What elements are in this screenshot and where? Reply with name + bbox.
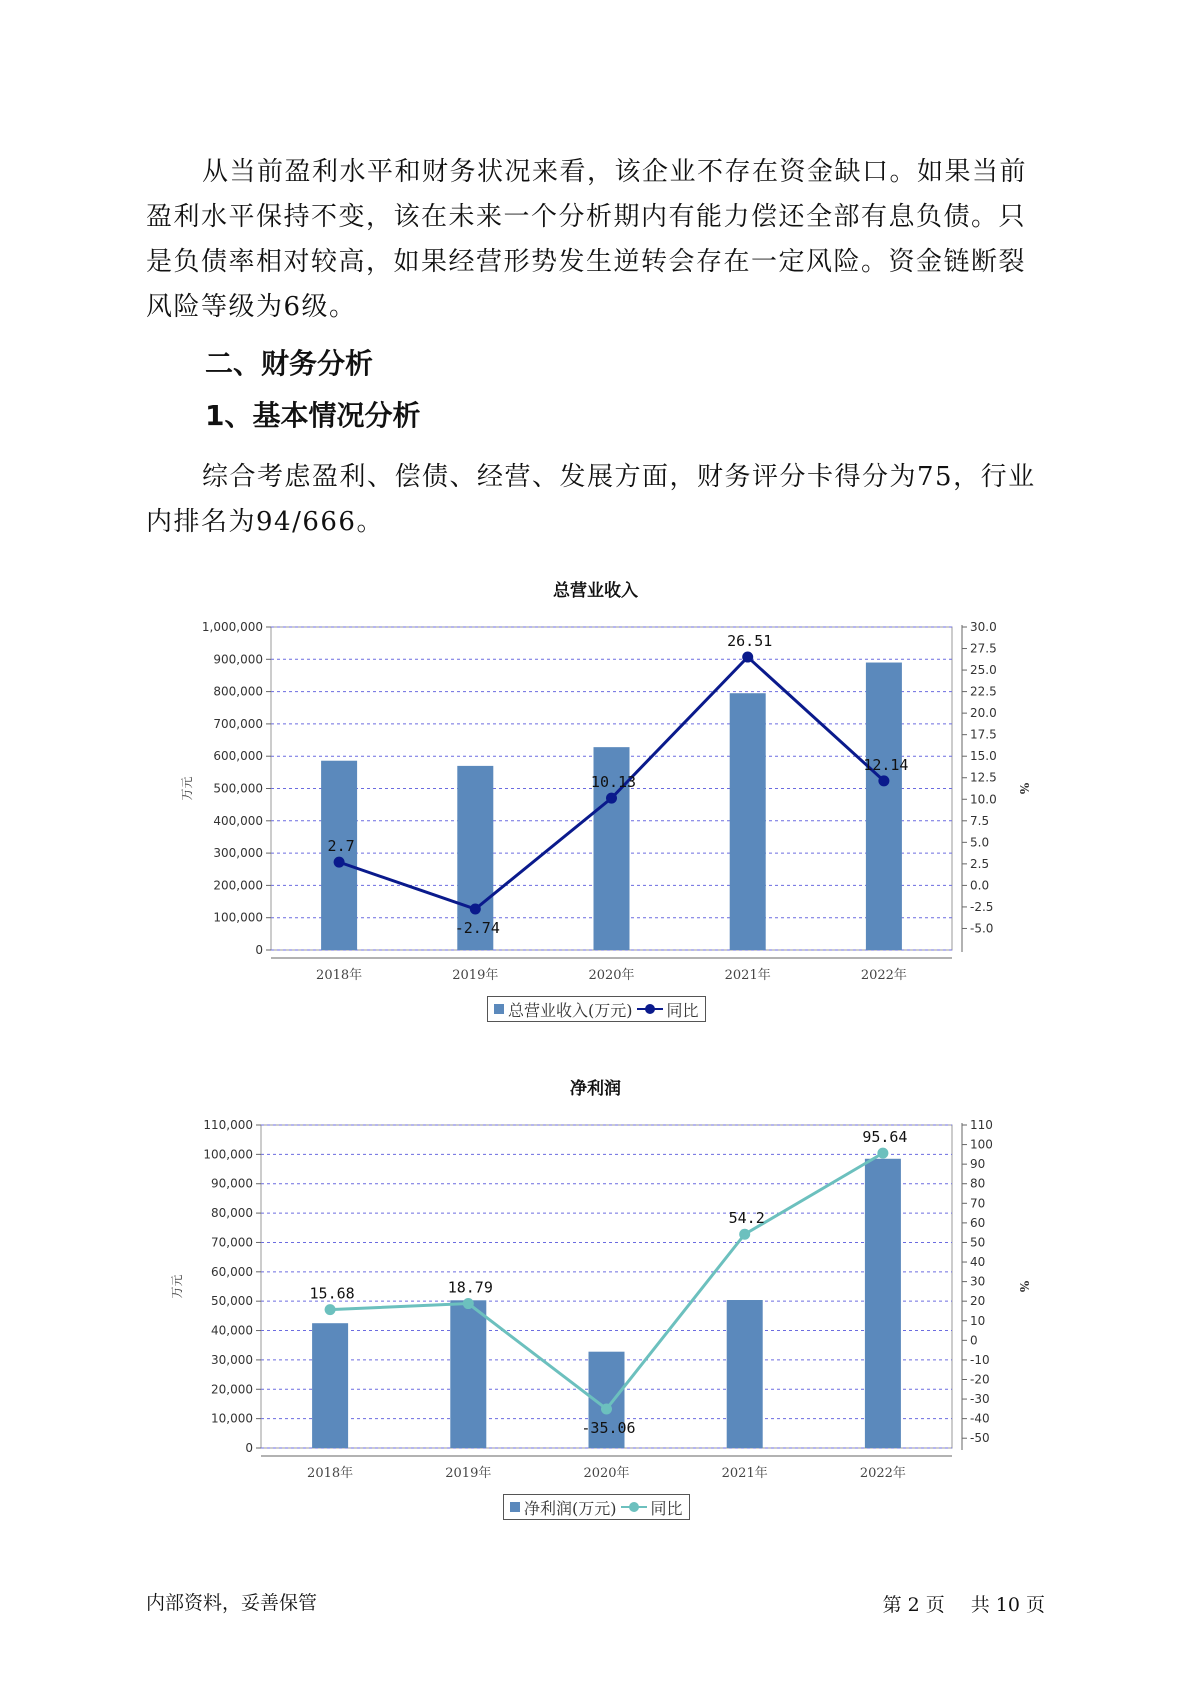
yoy-point: [742, 652, 753, 663]
y2-tick-label: 100: [970, 1137, 993, 1152]
legend-label-line: 同比: [650, 1498, 683, 1518]
data-label: 26.51: [727, 632, 773, 651]
bar-legend-swatch: [510, 1502, 520, 1512]
bar: [730, 693, 766, 950]
section-heading: 二、财务分析: [205, 347, 374, 380]
x-tick-label: 2022年: [860, 968, 907, 983]
paragraph-score: 综合考虑盈利、偿债、经营、发展方面，财务评分卡得分为75，行业内排名为94/666。: [146, 462, 1036, 537]
y2-tick-label: -30: [970, 1392, 990, 1407]
y2-tick-label: 25.0: [970, 663, 997, 678]
chart-legend: [487, 996, 706, 1022]
y-tick-label: 0: [245, 1441, 253, 1455]
y2-tick-label: 12.5: [970, 770, 997, 785]
y2-tick-label: -2.5: [970, 899, 994, 914]
y2-tick-label: 80: [970, 1176, 986, 1191]
total-unit: 页: [1025, 1594, 1045, 1616]
y2-tick-label: 50: [970, 1235, 986, 1250]
x-tick-label: 2020年: [583, 1466, 630, 1481]
bar: [312, 1323, 348, 1448]
y2-tick-label: 2.5: [970, 856, 990, 871]
yoy-point: [878, 775, 889, 786]
data-label: -35.06: [581, 1418, 636, 1437]
legend-label-bars: 净利润(万元): [524, 1498, 617, 1518]
yoy-point: [739, 1229, 750, 1240]
y2-tick-label: 30: [970, 1274, 986, 1289]
data-label: 10.13: [590, 773, 637, 792]
chart-title: 总营业收入: [553, 581, 638, 601]
yoy-point: [877, 1148, 888, 1159]
yoy-point: [325, 1304, 336, 1315]
y2-tick-label: 0: [970, 1333, 978, 1348]
y2-tick-label: -50: [970, 1431, 990, 1446]
y2-tick-label: 20: [970, 1294, 986, 1309]
y-tick-label: 80,000: [211, 1206, 253, 1221]
x-tick-label: 2020年: [588, 968, 635, 983]
y2-tick-label: 7.5: [970, 813, 990, 828]
yoy-point: [606, 793, 617, 804]
y-tick-label: 300,000: [213, 846, 263, 861]
y2-tick-label: 0.0: [970, 878, 990, 893]
data-label: -2.74: [454, 919, 500, 938]
y-tick-label: 400,000: [213, 813, 263, 828]
total-prefix: 共: [970, 1594, 990, 1616]
y-tick-label: 700,000: [213, 716, 263, 731]
net-profit-chart: [0, 1068, 1191, 1528]
line-legend-swatch: [621, 1501, 647, 1513]
legend-label-bars: 总营业收入(万元): [508, 1000, 633, 1020]
data-label: 54.2: [728, 1209, 765, 1228]
x-tick-label: 2018年: [316, 968, 363, 983]
x-tick-label: 2021年: [721, 1466, 768, 1481]
y2-tick-label: -5.0: [970, 921, 994, 936]
y-tick-label: 40,000: [211, 1323, 253, 1338]
y2-tick-label: 20.0: [970, 706, 997, 721]
y2-axis-label: %: [1017, 782, 1031, 795]
y-tick-label: 50,000: [211, 1294, 253, 1309]
y-tick-label: 0: [255, 943, 263, 957]
page-unit: 页: [925, 1594, 945, 1616]
y-tick-label: 1,000,000: [201, 620, 263, 634]
data-label: 95.64: [862, 1128, 908, 1147]
data-label: 2.7: [327, 837, 355, 856]
y-tick-label: 60,000: [211, 1264, 253, 1279]
yoy-point: [463, 1298, 474, 1309]
y-tick-label: 100,000: [213, 910, 263, 925]
data-label: 15.68: [309, 1284, 355, 1303]
page-prefix: 第: [882, 1594, 902, 1616]
y-tick-label: 500,000: [213, 781, 263, 796]
net-profit-chart-svg: [0, 1068, 1191, 1528]
yoy-point: [601, 1403, 612, 1414]
y2-axis-label: %: [1017, 1280, 1031, 1293]
yoy-point: [470, 904, 481, 915]
y-tick-label: 600,000: [213, 749, 263, 764]
revenue-chart: [0, 570, 1191, 1030]
y-tick-label: 70,000: [211, 1235, 253, 1250]
line-legend-swatch: [637, 1003, 663, 1015]
y-tick-label: 900,000: [213, 652, 263, 667]
data-label: 18.79: [447, 1278, 493, 1297]
x-tick-label: 2022年: [859, 1466, 906, 1481]
y2-tick-label: 27.5: [970, 641, 997, 656]
subsection-heading: 1、基本情况分析: [205, 399, 421, 432]
y-tick-label: 10,000: [211, 1411, 253, 1426]
y-tick-label: 100,000: [203, 1147, 253, 1162]
y2-tick-label: -10: [970, 1352, 990, 1367]
y2-tick-label: -20: [970, 1372, 990, 1387]
y-tick-label: 90,000: [211, 1176, 253, 1191]
y-tick-label: 30,000: [211, 1352, 253, 1367]
y-axis-label: 万元: [170, 1274, 184, 1299]
paragraph-funding-gap: 从当前盈利水平和财务状况来看，该企业不存在资金缺口。如果当前盈利水平保持不变，该在未来一个分析期内有能力偿还全部有息负债。只是负债率相对较高，如果经营形势发生逆转会存在一定风险。资金链断裂风险等级为6级。: [146, 157, 1028, 322]
chart-legend: [503, 1494, 690, 1520]
y-tick-label: 20,000: [211, 1382, 253, 1397]
footer-confidential: 内部资料，妥善保管: [146, 1592, 318, 1614]
footer-page-number: [877, 1590, 1045, 1617]
bar: [450, 1300, 486, 1448]
y-tick-label: 110,000: [203, 1118, 253, 1132]
total-num: 10: [995, 1594, 1020, 1616]
y2-tick-label: 90: [970, 1157, 986, 1172]
x-tick-label: 2018年: [307, 1466, 354, 1481]
y2-tick-label: 60: [970, 1215, 986, 1230]
bar: [321, 761, 357, 950]
bar-legend-swatch: [494, 1004, 504, 1014]
bar: [866, 663, 902, 950]
chart-title: 净利润: [570, 1079, 621, 1099]
y2-tick-label: 22.5: [970, 684, 997, 699]
page-num: 2: [907, 1594, 920, 1616]
y2-tick-label: 5.0: [970, 835, 990, 850]
yoy-point: [334, 857, 345, 868]
y2-tick-label: 10.0: [970, 792, 997, 807]
data-label: 12.14: [863, 755, 909, 774]
x-tick-label: 2021年: [724, 968, 771, 983]
y-tick-label: 800,000: [213, 684, 263, 699]
y-tick-label: 200,000: [213, 878, 263, 893]
y2-tick-label: 15.0: [970, 749, 997, 764]
revenue-chart-svg: [0, 570, 1191, 1030]
y2-tick-label: 110: [970, 1118, 993, 1132]
y2-tick-label: -40: [970, 1411, 990, 1426]
y2-tick-label: 40: [970, 1255, 986, 1270]
y2-tick-label: 10: [970, 1313, 986, 1328]
y2-tick-label: 17.5: [970, 727, 997, 742]
bar: [865, 1159, 901, 1448]
y-axis-label: 万元: [180, 776, 194, 801]
y2-tick-label: 30.0: [970, 620, 997, 634]
x-tick-label: 2019年: [452, 968, 499, 983]
x-tick-label: 2019年: [445, 1466, 492, 1481]
y2-tick-label: 70: [970, 1196, 986, 1211]
bar: [727, 1300, 763, 1448]
legend-label-line: 同比: [666, 1000, 699, 1020]
